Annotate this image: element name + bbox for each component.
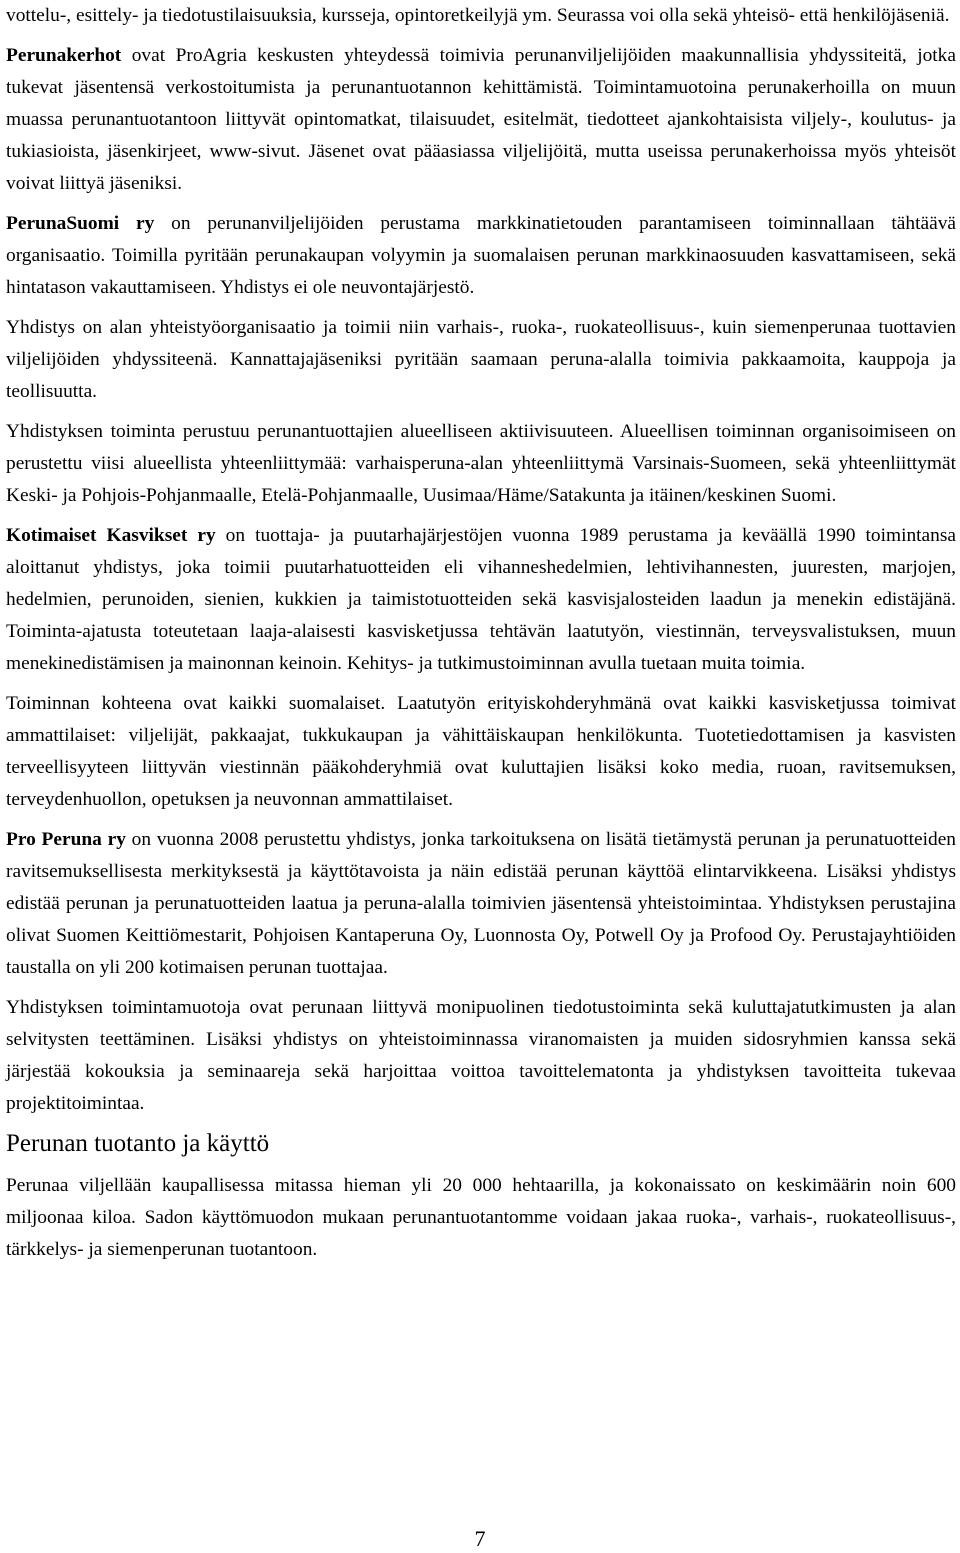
document-page xyxy=(6,0,956,1274)
paragraph-text: Toiminnan kohteena ovat kaikki suomalaiset. Laatutyön erityiskohderyhmänä ovat kaikki kasvisketjussa toimivat ammattilaiset: viljelijät, pakkaajat, tukkukaupan ja vähittäiskaupan henkilökunta. Tuotetiedottamisen ja kasvisten terveellisyyteen liittyvän viestinnän pääkohderyhmiä ovat kuluttajien lisäksi koko media, ruoan, ravitsemuksen, terveydenhuollon, opetuksen ja neuvonnan ammattilaiset. xyxy=(6,693,956,810)
paragraph-pro-peruna xyxy=(6,824,956,984)
paragraph-text: ovat ProAgria keskusten yhteydessä toimivia perunanviljelijöiden maakunnallisia yhdyssiteitä, jotka tukevat jäsentensä verkostoitumista ja perunantuotannon kehittämistä. Toimintamuotoina perunakerhoilla on muun muassa perunantuotantoon liittyvät opintomatkat, tilaisuudet, esitelmät, tiedotteet ajankohtaisista viljely-, koulutus- ja tukiasioista, jäsenkirjeet, www-sivut. Jäsenet ovat pääasiassa viljelijöitä, mutta useissa perunakerhoissa myös yhteisöt voivat liittyä jäseniksi. xyxy=(6,45,956,194)
paragraph-toimintamuodot xyxy=(6,992,956,1120)
paragraph-text: on tuottaja- ja puutarhajärjestöjen vuonna 1989 perustama ja keväällä 1990 toimintansa aloittanut yhdistys, joka toimii puutarhatuotteiden eli vihanneshedelmien, lehtivihannesten, juuresten, marjojen, hedelmien, perunoiden, sienien, kukkien ja taimistotuotteiden sekä kasvisjalosteiden laadun ja menekin edistäjänä. Toiminta-ajatusta toteutetaan laaja-alaisesti kasvisketjussa tehtävän laatutyön, viestinnän, terveysvalistuksen, muun menekinedistämisen ja mainonnan keinoin. Kehitys- ja tutkimustoiminnan avulla tuetaan muita toimia. xyxy=(6,525,957,674)
paragraph-text: on vuonna 2008 perustettu yhdistys, jonka tarkoituksena on lisätä tietämystä perunan ja perunatuotteiden ravitsemuksellisesta merkityksestä ja käyttötavoista ja näin edistää perunan käyttöä elintarvikkeena. Lisäksi yhdistys edistää perunan ja perunatuotteiden laatua ja peruna-alalla toimivien jäsentensä yhteistoimintaa. Yhdistyksen perustajina olivat Suomen Keittiömestarit, Pohjoisen Kantaperuna Oy, Luonnosta Oy, Potwell Oy ja Profood Oy. Perustajayhtiöiden taustalla on yli 200 kotimaisen perunan tuottajaa. xyxy=(6,829,956,978)
paragraph-alueellinen-toiminta xyxy=(6,416,956,512)
paragraph-text: Yhdistys on alan yhteistyöorganisaatio ja toimii niin varhais-, ruoka-, ruokateollisuus-, kuin siemenperunaa tuottavien viljelijöiden yhdyssiteenä. Kannattajajäseniksi pyritään saamaan peruna-alalla toimivia pakkaamoita, kauppoja ja teollisuutta. xyxy=(6,317,956,402)
paragraph-perunakerhot xyxy=(6,40,956,200)
paragraph-perunasuomi xyxy=(6,208,956,304)
page-number: 7 xyxy=(474,1526,486,1551)
paragraph-text: Yhdistyksen toimintamuotoja ovat perunaan liittyvä monipuolinen tiedotustoiminta sekä kuluttajatutkimusten ja alan selvitysten teettäminen. Lisäksi yhdistys on yhteistoiminnassa viranomaisten ja muiden sidosryhmien kanssa sekä järjestää kokouksia ja seminaareja sekä harjoittaa voittoa tavoittelematonta ja yhdistyksen tavoitteita tukevaa projektitoimintaa. xyxy=(6,997,956,1114)
paragraph-text: Yhdistyksen toiminta perustuu perunantuottajien alueelliseen aktiivisuuteen. Alueellisen toiminnan organisoimiseen on perustettu viisi alueellista yhteenliittymää: varhaisperuna-alan yhteenliittymä Varsinais-Suomeen, sekä yhteenliittymät Keski- ja Pohjois-Pohjanmaalle, Etelä-Pohjanmaalle, Uusimaa/Häme/Satakunta ja itäinen/keskinen Suomi. xyxy=(6,421,956,506)
paragraph-text: Perunaa viljellään kaupallisessa mitassa hieman yli 20 000 hehtaarilla, ja kokonaissato on keskimäärin noin 600 miljoonaa kiloa. Sadon käyttömuodon mukaan perunantuotantomme voidaan jakaa ruoka-, varhais-, ruokateollisuus-, tärkkelys- ja siemenperunan tuotantoon. xyxy=(6,1175,956,1260)
paragraph-yhdistys-yhteistyo xyxy=(6,312,956,408)
paragraph-intro-continuation xyxy=(6,0,956,32)
paragraph-bold-lead: Perunakerhot xyxy=(6,45,122,66)
paragraph-toiminnan-kohteena xyxy=(6,688,956,816)
paragraph-bold-lead: Pro Peruna ry xyxy=(6,829,126,850)
paragraph-tuotanto xyxy=(6,1170,956,1266)
paragraph-bold-lead: PerunaSuomi ry xyxy=(6,213,155,234)
section-heading: Perunan tuotanto ja käyttö xyxy=(6,1130,270,1157)
paragraph-text: on perunanviljelijöiden perustama markkinatietouden parantamiseen toiminnallaan tähtäävä organisaatio. Toimilla pyritään perunakaupan volyymin ja suomalaisen perunan markkinaosuuden kasvattamiseen, sekä hintatason vakauttamiseen. Yhdistys ei ole neuvontajärjestö. xyxy=(6,213,956,298)
paragraph-bold-lead: Kotimaiset Kasvikset ry xyxy=(6,525,216,546)
paragraph-text: vottelu-, esittely- ja tiedotustilaisuuksia, kursseja, opintoretkeilyjä ym. Seurassa voi olla sekä yhteisö- että henkilöjäseniä. xyxy=(6,5,950,26)
paragraph-kotimaiset-kasvikset xyxy=(6,520,956,680)
